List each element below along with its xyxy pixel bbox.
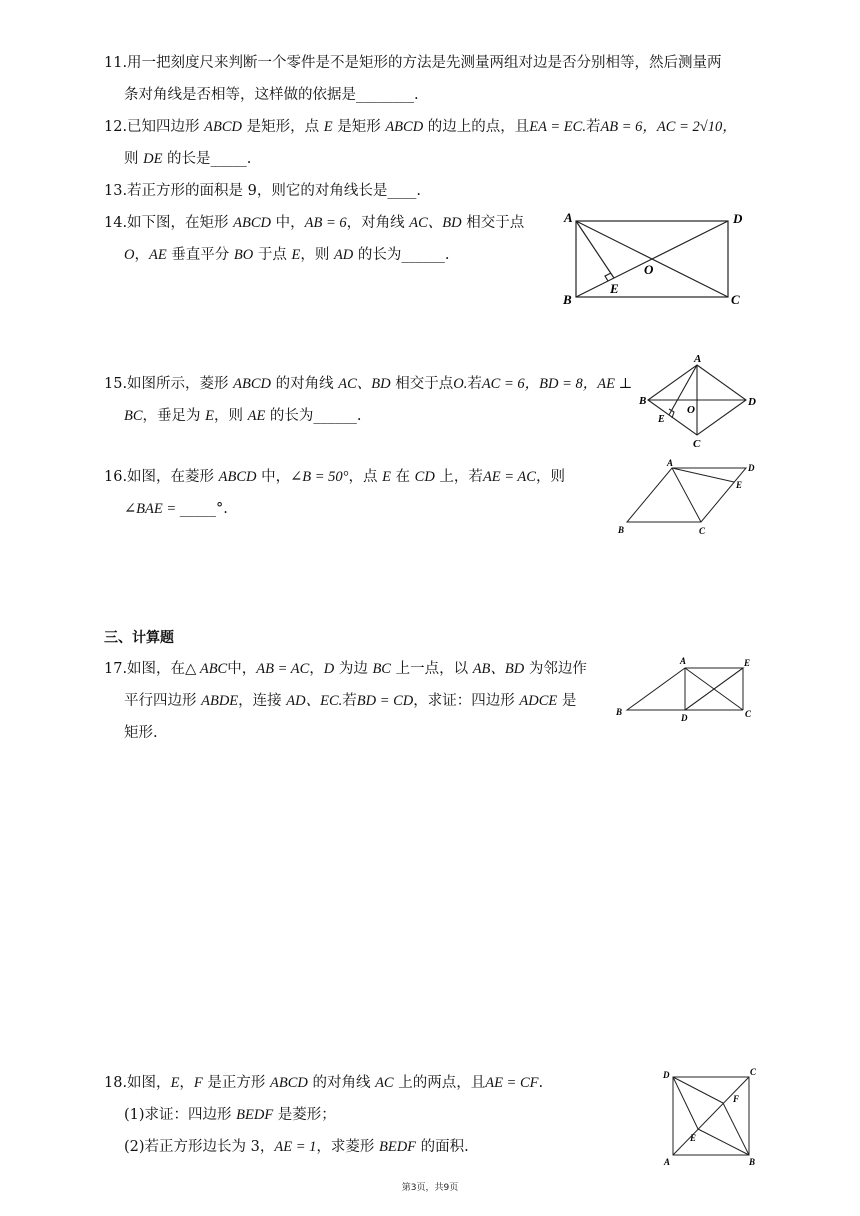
q16-line2 xyxy=(124,499,228,519)
q12-t13: 的长是_____. xyxy=(162,151,252,167)
q18-label-e: E xyxy=(690,1133,697,1143)
q12-t9: 若 xyxy=(585,119,601,135)
q16-t9: 上，若 xyxy=(434,469,483,485)
q18-t8: AC xyxy=(375,1075,394,1091)
q17-t7: 为边 xyxy=(334,661,373,677)
q15-t11: E xyxy=(205,408,214,424)
q16-line1 xyxy=(104,467,565,487)
q17-t8: BC xyxy=(372,661,391,677)
q14-label-e: E xyxy=(610,281,619,296)
q18-t2: E xyxy=(170,1075,180,1091)
section-3-heading: 三、计算题 xyxy=(104,630,174,646)
q18-t9: 上的两点，且 xyxy=(393,1075,486,1091)
q11-line1: 11.用一把刻度尺来判断一个零件是不是矩形的方法是先测量两组对边是否分别相等，然后测量两 xyxy=(104,55,722,71)
q12-t3: 是矩形，点 xyxy=(242,119,324,135)
q12-t6: ABCD xyxy=(385,119,424,135)
q17-line1 xyxy=(104,659,587,679)
q15-t9: BC xyxy=(124,408,143,424)
q18-line2 xyxy=(124,1105,336,1125)
q15-label-c: C xyxy=(693,438,701,450)
q18-label-d: D xyxy=(663,1070,670,1080)
q18-label-f: F xyxy=(733,1094,740,1104)
q14-ae xyxy=(576,221,614,278)
q15-t14: 的长为______. xyxy=(265,408,362,424)
q15-t1: 15.如图所示，菱形 xyxy=(104,376,234,392)
q14-t12: BO xyxy=(233,247,254,263)
q16-t3: 中， xyxy=(256,469,291,485)
q15-t13: AE xyxy=(247,408,266,424)
page-footer: 第3页，共9页 xyxy=(401,1183,459,1193)
q14-label-o: O xyxy=(644,262,654,277)
q14-t2: ABCD xyxy=(233,215,272,231)
q18-t1: 18.如图， xyxy=(104,1075,171,1091)
q12-t12: DE xyxy=(143,151,163,167)
q15-label-e: E xyxy=(658,414,665,425)
q15-t2: ABCD xyxy=(233,376,272,392)
q12-t8: EA = EC. xyxy=(529,119,586,135)
q16-label-e: E xyxy=(736,480,743,490)
q17-t16: 若 xyxy=(342,693,357,709)
q17-t15: AD、EC. xyxy=(286,693,343,709)
q17-t18: ，求证：四边形 xyxy=(413,693,520,709)
q17-t19: ADCE xyxy=(519,693,558,709)
q17-label-e: E xyxy=(744,658,751,668)
q14-t11: 垂直平分 xyxy=(166,247,234,263)
q18-t10: AE = CF xyxy=(485,1075,539,1091)
q15-line2 xyxy=(124,406,362,426)
q18-be xyxy=(698,1129,749,1155)
q18-ac xyxy=(673,1077,749,1155)
q12-t7: 的边上的点，且 xyxy=(423,119,530,135)
q17-t5: ， xyxy=(309,661,324,677)
q12-t1: 12.已知四边形 xyxy=(104,119,205,135)
q18-t14: 是菱形； xyxy=(273,1107,336,1123)
q18-t6: ABCD xyxy=(270,1075,308,1091)
q14-t14: E xyxy=(291,247,301,263)
q14-t9: ， xyxy=(134,247,149,263)
q17-t4: AB = AC xyxy=(256,661,310,677)
q15-t10: ，垂足为 xyxy=(142,408,206,424)
q18-t3: ， xyxy=(179,1075,194,1091)
q16-t12: ∠BAE = xyxy=(124,501,180,517)
q14-t5: ，对角线 xyxy=(346,215,410,231)
q15-label-a: A xyxy=(694,353,702,365)
q18-t19: 的面积. xyxy=(416,1139,469,1155)
q14-t15: ，则 xyxy=(300,247,334,263)
q16-label-b: B xyxy=(618,525,625,535)
q15-line1 xyxy=(104,374,632,394)
q14-t16: AD xyxy=(333,247,354,263)
q16-ac xyxy=(672,468,701,522)
q18-ed xyxy=(673,1077,698,1129)
q16-t13: _____°. xyxy=(179,501,228,517)
q17-label-b: B xyxy=(616,707,623,717)
q17-t9: 上一点，以 xyxy=(390,661,473,677)
q14-t3: 中， xyxy=(271,215,305,231)
q17-line2 xyxy=(124,691,576,711)
q15-t4: AC、BD xyxy=(338,376,391,392)
q18-label-b: B xyxy=(749,1157,756,1167)
q17-line3: 矩形. xyxy=(124,725,158,741)
q14-label-c: C xyxy=(731,292,740,307)
q18-t12: (1)求证：四边形 xyxy=(124,1107,237,1123)
q17-t6: D xyxy=(323,661,335,677)
q17-t14: ，连接 xyxy=(238,693,287,709)
q18-line1 xyxy=(104,1073,543,1093)
q18-t7: 的对角线 xyxy=(307,1075,376,1091)
q17-t10: AB、BD xyxy=(472,661,525,677)
q14-t10: AE xyxy=(148,247,167,263)
q15-label-d: D xyxy=(748,396,756,408)
q16-label-c: C xyxy=(699,526,706,536)
q17-t12: 平行四边形 xyxy=(124,693,202,709)
q16-t2: ABCD xyxy=(218,469,257,485)
q17-t2: △ ABC xyxy=(185,661,228,677)
q15-label-o: O xyxy=(687,404,695,416)
q17-t11: 为邻边作 xyxy=(524,661,587,677)
q13-line: 13.若正方形的面积是 9，则它的对角线长是____. xyxy=(104,183,422,199)
q14-t4: AB = 6 xyxy=(304,215,347,231)
q16-t6: E xyxy=(382,469,391,485)
q16-ae xyxy=(672,468,734,482)
q14-t6: AC、BD xyxy=(409,215,462,231)
q18-label-a: A xyxy=(664,1157,671,1167)
q15-t3: 的对角线 xyxy=(271,376,339,392)
q17-label-a: A xyxy=(680,656,687,666)
q17-t1: 17.如图，在 xyxy=(104,661,186,677)
q16-label-d: D xyxy=(748,463,755,473)
q17-t17: BD = CD xyxy=(356,693,414,709)
q18-fb xyxy=(723,1103,749,1155)
q17-label-d: D xyxy=(681,713,688,723)
q12-t11: 则 xyxy=(124,151,144,167)
q14-label-b: B xyxy=(563,292,572,307)
q18-t11: . xyxy=(538,1075,544,1091)
q18-t16: AE = 1 xyxy=(274,1139,317,1155)
q12-t2: ABCD xyxy=(204,119,243,135)
q16-t5: ，点 xyxy=(348,469,383,485)
q14-label-a: A xyxy=(564,210,573,225)
q12-t4: E xyxy=(323,119,333,135)
q18-t13: BEDF xyxy=(236,1107,274,1123)
q15-label-b: B xyxy=(639,395,647,407)
q11-line2: 条对角线是否相等，这样做的依据是________. xyxy=(124,87,419,103)
q14-label-d: D xyxy=(733,211,743,226)
q18-t18: BEDF xyxy=(378,1139,417,1155)
q15-t12: ，则 xyxy=(214,408,248,424)
q18-t15: (2)若正方形边长为 3， xyxy=(124,1139,275,1155)
q12-t10: AB = 6，AC = 2√10， xyxy=(600,119,737,135)
q18-line3 xyxy=(124,1137,469,1157)
q16-t7: 在 xyxy=(390,469,415,485)
q17-t3: 中， xyxy=(227,661,257,677)
q18-t4: F xyxy=(193,1075,203,1091)
q15-t6: O. xyxy=(453,376,468,392)
q14-t17: 的长为______. xyxy=(353,247,450,263)
q15-t7: 若 xyxy=(467,376,482,392)
q15-t5: 相交于点 xyxy=(390,376,454,392)
q12-t5: 是矩形 xyxy=(332,119,386,135)
q14-t8: O xyxy=(124,247,135,263)
q16-t4: ∠B = 50° xyxy=(290,469,349,485)
q16-t8: CD xyxy=(414,469,435,485)
q17-t13: ABDE xyxy=(201,693,239,709)
q14-t1: 14.如下图，在矩形 xyxy=(104,215,234,231)
q18-label-c: C xyxy=(750,1067,757,1077)
q14-t13: 于点 xyxy=(253,247,292,263)
q15-t8: AC = 6，BD = 8，AE ⊥ xyxy=(481,376,633,392)
q18-t5: 是正方形 xyxy=(202,1075,270,1091)
q16-t1: 16.如图，在菱形 xyxy=(104,469,219,485)
q16-t10: AE = AC xyxy=(482,469,536,485)
q14-t7: 相交于点 xyxy=(461,215,525,231)
q18-df xyxy=(673,1077,723,1103)
q17-label-c: C xyxy=(745,709,752,719)
q16-t11: ，则 xyxy=(535,469,565,485)
q17-t20: 是 xyxy=(557,693,577,709)
q16-label-a: A xyxy=(667,458,674,468)
q18-t17: ，求菱形 xyxy=(316,1139,379,1155)
